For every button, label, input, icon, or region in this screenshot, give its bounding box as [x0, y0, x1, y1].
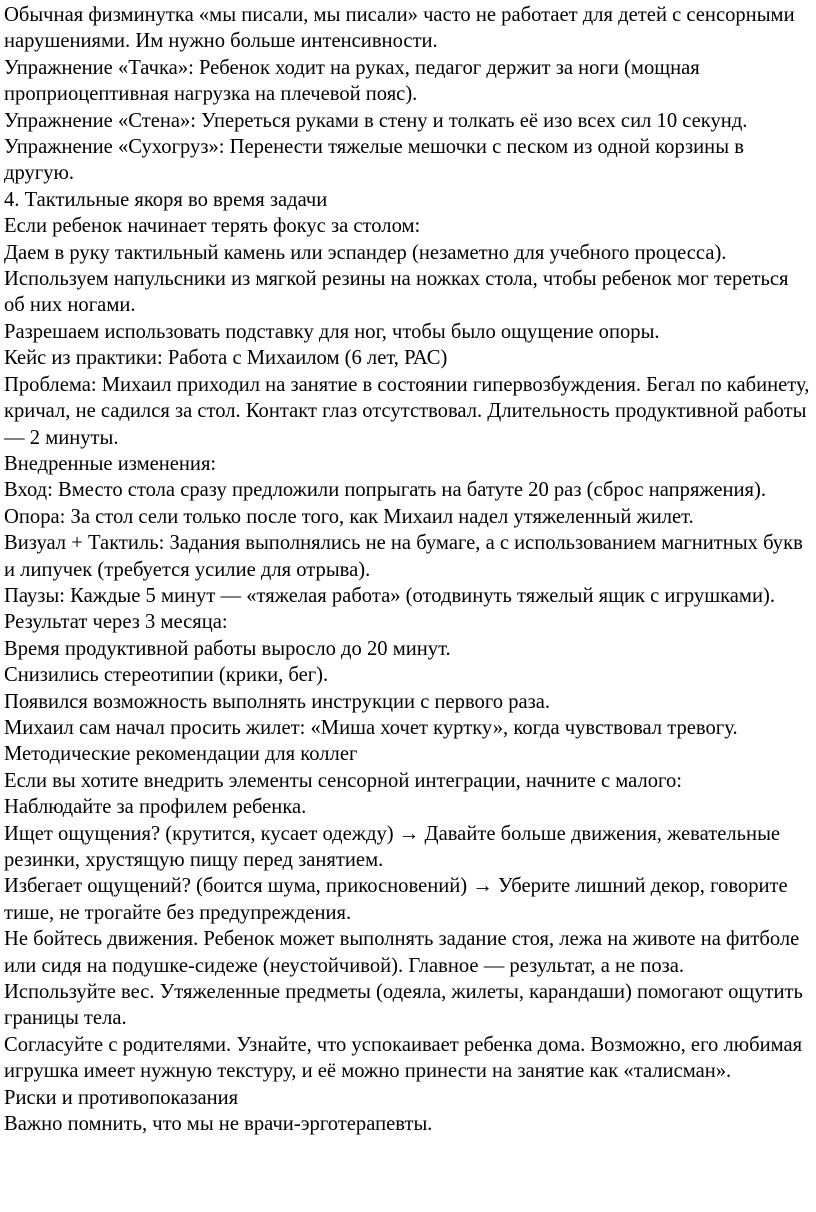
paragraph-pauses: Паузы: Каждые 5 минут — «тяжелая работа» (отодвинуть тяжелый ящик с игрушками). — [4, 584, 775, 607]
paragraph-result-vest: Михаил сам начал просить жилет: «Миша хочет куртку», когда чувствовал тревогу. — [4, 716, 738, 739]
paragraph-movement: Не бойтесь движения. Ребенок может выполнять задание стоя, лежа на животе на фитболе или сидя на подушке-сидеже (неустойчивой). Главное — результат, а не поза. — [4, 928, 800, 977]
paragraph-observe-profile: Наблюдайте за профилем ребенка. — [4, 796, 307, 819]
results-heading: Результат через 3 месяца: — [4, 611, 228, 634]
paragraph-result-instructions: Появился возможность выполнять инструкции с первого раза. — [4, 690, 551, 713]
paragraph-problem: Проблема: Михаил приходил на занятие в состоянии гипервозбуждения. Бегал по кабинету, кричал, не садился за стол. Контакт глаз отсутствовал. Длительность продуктивной работы — 2 минуты. — [4, 373, 810, 449]
paragraph-start-small: Если вы хотите внедрить элементы сенсорной интеграции, начните с малого: — [4, 769, 682, 792]
paragraph-exercise-cargo: Упражнение «Сухогруз»: Перенести тяжелые мешочки с песком из одной корзины в другую. — [4, 136, 744, 185]
paragraph-losing-focus: Если ребенок начинает терять фокус за столом: — [4, 215, 421, 238]
paragraph-tactile-stone: Даем в руку тактильный камень или эспандер (незаметно для учебного процесса). — [4, 241, 727, 264]
paragraph-exercise-wall: Упражнение «Стена»: Упереться руками в стену и толкать её изо всех сил 10 секунд. — [4, 109, 748, 132]
paragraph-weight: Используйте вес. Утяжеленные предметы (одеяла, жилеты, карандаши) помогают ощутить границы тела. — [4, 981, 803, 1030]
changes-heading: Внедренные изменения: — [4, 452, 217, 475]
paragraph-avoids-sensations: Избегает ощущений? (боится шума, прикосновений) → Уберите лишний декор, говорите тише, не трогайте без предупреждения. — [4, 875, 788, 924]
paragraph-visual-tactile: Визуал + Тактиль: Задания выполнялись не на бумаге, а с использованием магнитных букв и липучек (требуется усилие для отрыва). — [4, 532, 803, 581]
paragraph-wristbands: Используем напульсники из мягкой резины на ножках стола, чтобы ребенок мог тереться об них ногами. — [4, 268, 789, 317]
paragraph-result-stereotypies: Снизились стереотипии (крики, бег). — [4, 664, 329, 687]
risks-heading: Риски и противопоказания — [4, 1086, 239, 1109]
paragraph-support: Опора: За стол сели только после того, как Михаил надел утяжеленный жилет. — [4, 505, 694, 528]
paragraph-intro: Обычная физминутка «мы писали, мы писали» часто не работает для детей с сенсорными нарушениями. Им нужно больше интенсивности. — [4, 4, 795, 53]
recommendations-heading: Методические рекомендации для коллег — [4, 743, 358, 766]
paragraph-exercise-wheelbarrow: Упражнение «Тачка»: Ребенок ходит на руках, педагог держит за ноги (мощная проприоцептивная нагрузка на плечевой пояс). — [4, 56, 700, 106]
paragraph-not-doctors: Важно помнить, что мы не врачи-эрготерапевты. — [4, 1113, 433, 1136]
paragraph-seeks-sensations: Ищет ощущения? (крутится, кусает одежду) → Давайте больше движения, жевательные резинки, хрустящую пищу перед занятием. — [4, 822, 781, 871]
document-page — [4, 2, 812, 1137]
paragraph-footrest: Разрешаем использовать подставку для ног, чтобы было ощущение опоры. — [4, 320, 660, 343]
case-heading: Кейс из практики: Работа с Михаилом (6 лет, РАС) — [4, 347, 448, 370]
section-heading-tactile-anchors: 4. Тактильные якоря во время задачи — [4, 188, 328, 211]
paragraph-parents: Согласуйте с родителями. Узнайте, что успокаивает ребенка дома. Возможно, его любимая игрушка имеет нужную текстуру, и её можно принести на занятие как «талисман». — [4, 1033, 803, 1083]
paragraph-result-time: Время продуктивной работы выросло до 20 минут. — [4, 637, 451, 660]
paragraph-entry: Вход: Вместо стола сразу предложили попрыгать на батуте 20 раз (сброс напряжения). — [4, 479, 767, 502]
